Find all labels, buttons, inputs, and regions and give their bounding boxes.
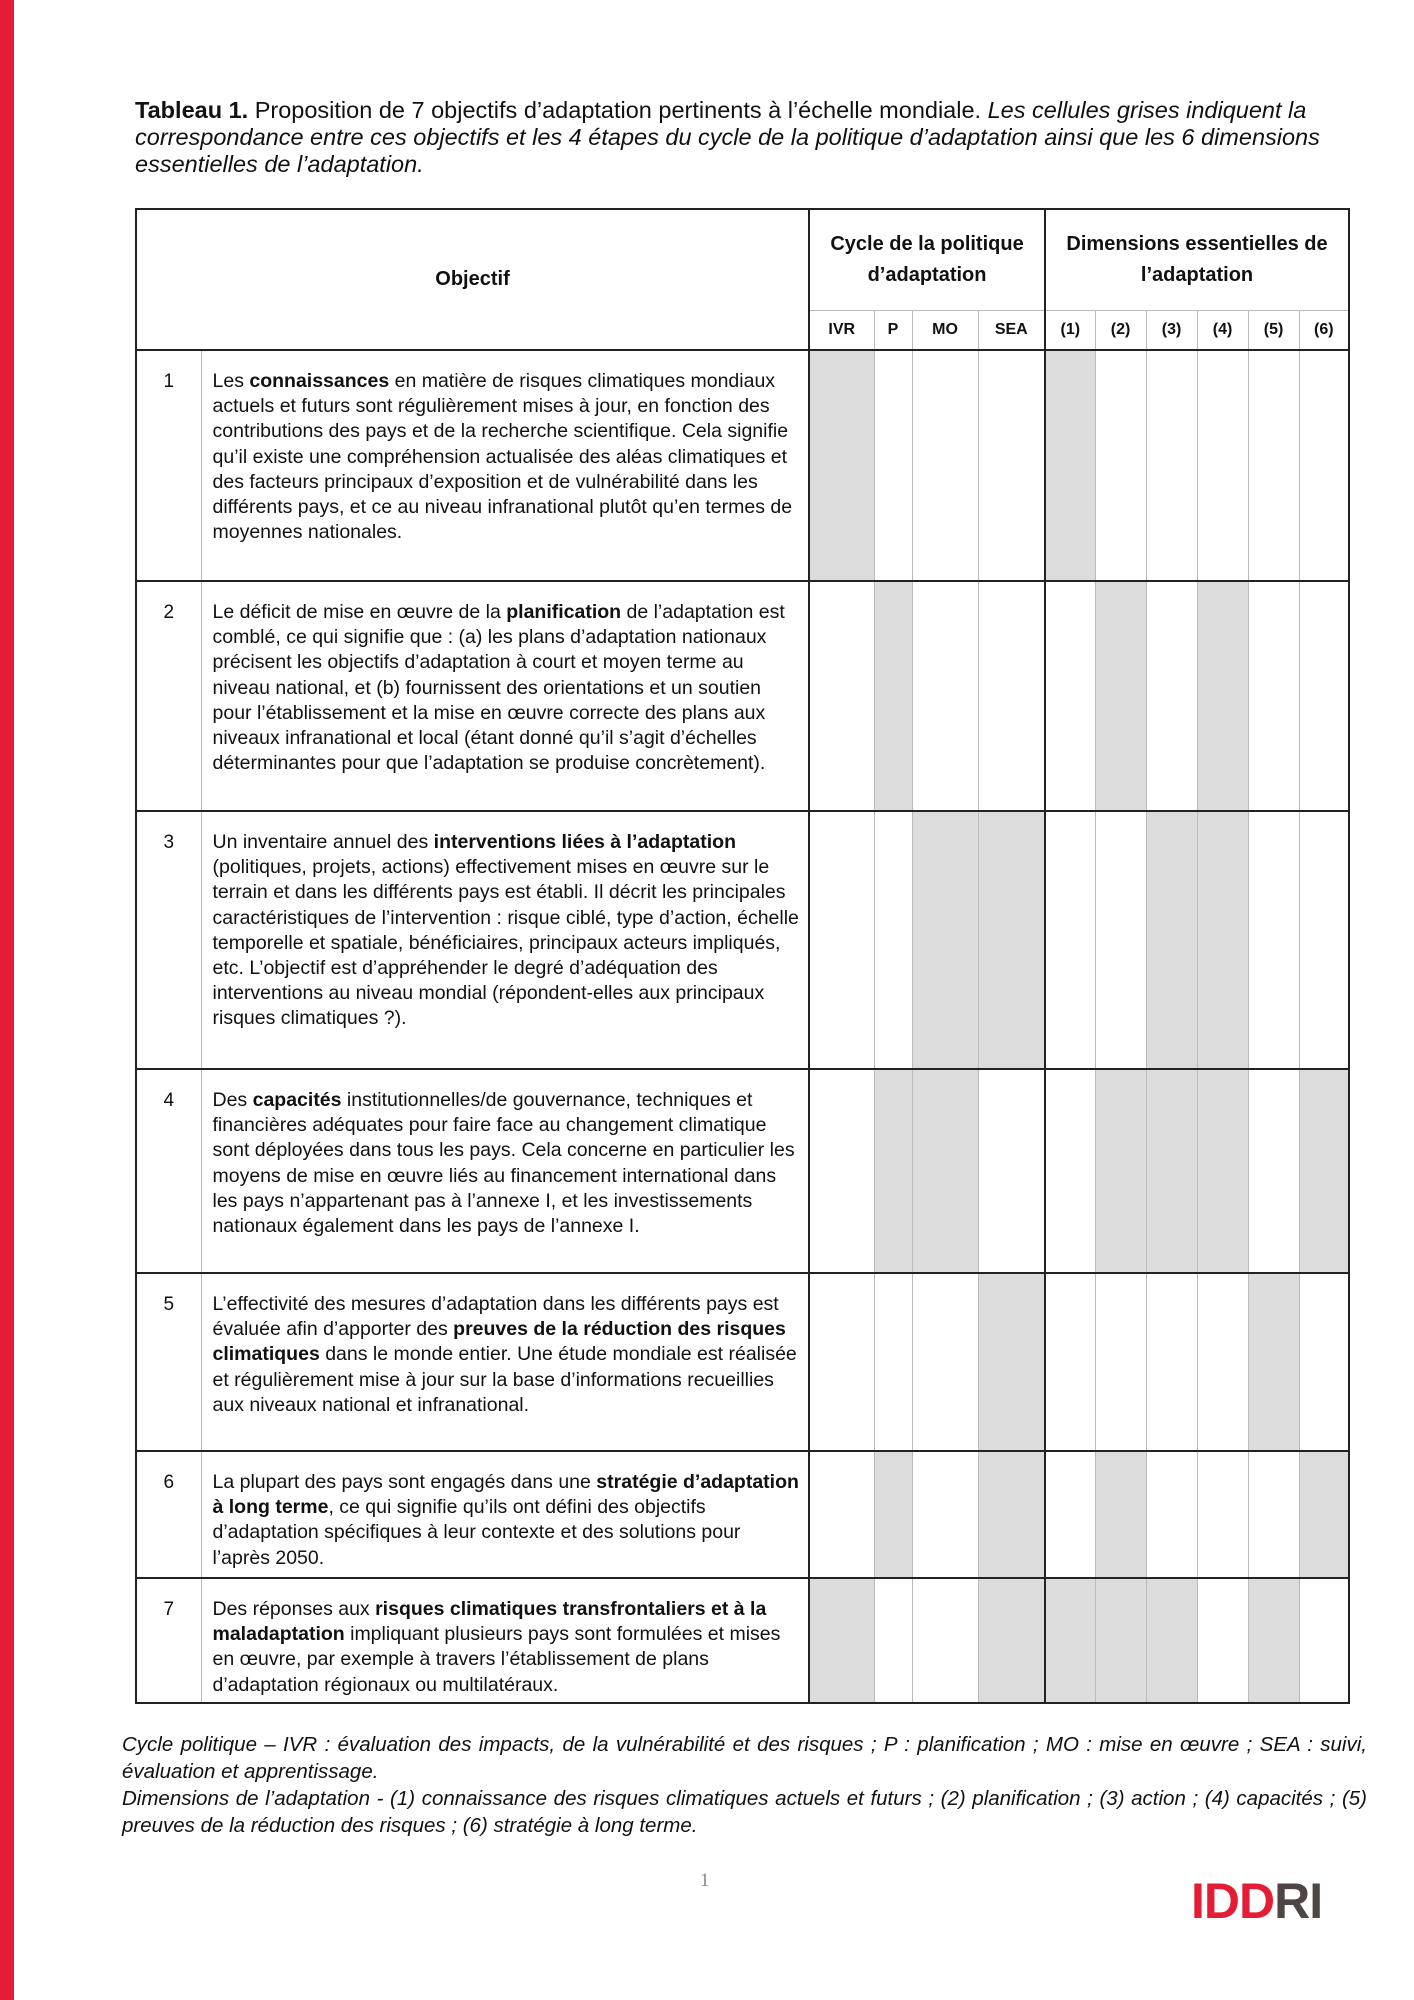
cell-cycle-sea bbox=[978, 350, 1045, 581]
cell-dimension-1 bbox=[1045, 581, 1095, 811]
cell-dimension-6 bbox=[1299, 581, 1349, 811]
objective-text bbox=[201, 1451, 809, 1578]
cell-dimension-3-shaded bbox=[1146, 1069, 1197, 1273]
logo-grey-part: RI bbox=[1274, 1873, 1323, 1929]
objective-text-part: Les bbox=[212, 370, 250, 392]
table-row bbox=[136, 581, 1349, 811]
cell-dimension-2-shaded bbox=[1095, 1578, 1146, 1703]
table-row bbox=[136, 350, 1349, 581]
cell-dimension-6 bbox=[1299, 1273, 1349, 1451]
cell-dimension-1-shaded bbox=[1045, 350, 1095, 581]
cell-cycle-p bbox=[874, 1273, 912, 1451]
cell-dimension-6-shaded bbox=[1299, 1069, 1349, 1273]
caption-text: Proposition de 7 objectifs d’adaptation pertinents à l’échelle mondiale. bbox=[248, 97, 988, 123]
cell-dimension-6 bbox=[1299, 1578, 1349, 1703]
cell-cycle-p-shaded bbox=[874, 581, 912, 811]
cell-dimension-5 bbox=[1248, 581, 1299, 811]
caption-label: Tableau 1. bbox=[135, 97, 249, 123]
objective-text-part: Des bbox=[212, 1089, 253, 1111]
objective-text-part: Le déficit de mise en œuvre de la bbox=[212, 601, 507, 623]
cell-cycle-p-shaded bbox=[874, 1069, 912, 1273]
cell-dimension-4 bbox=[1197, 1578, 1248, 1703]
cell-dimension-1 bbox=[1045, 811, 1095, 1069]
cell-dimension-3 bbox=[1146, 1451, 1197, 1578]
cell-dimension-5 bbox=[1248, 350, 1299, 581]
objective-text bbox=[201, 811, 809, 1069]
objective-text-part: impliquant plusieurs pays sont formulées et mises en œuvre, par exemple à travers l’établissement de plans d’adaptation régionaux ou multilatéraux. bbox=[212, 1623, 781, 1696]
cell-dimension-1 bbox=[1045, 1069, 1095, 1273]
col-header-mo: MO bbox=[912, 311, 978, 351]
cell-dimension-1-shaded bbox=[1045, 1578, 1095, 1703]
objectives-table bbox=[135, 208, 1350, 1704]
col-header-dim-4: (4) bbox=[1197, 311, 1248, 351]
objective-text-part: La plupart des pays sont engagés dans une bbox=[212, 1471, 597, 1493]
cell-cycle-ivr bbox=[809, 1451, 874, 1578]
cell-cycle-sea-shaded bbox=[978, 1451, 1045, 1578]
cell-dimension-5 bbox=[1248, 811, 1299, 1069]
col-header-ivr: IVR bbox=[809, 311, 874, 351]
cell-cycle-sea bbox=[978, 1069, 1045, 1273]
objective-text-part: dans le monde entier. Une étude mondiale est réalisée et régulièrement mise à jour sur la base d’informations recueillies aux niveaux national et infranational. bbox=[212, 1343, 797, 1416]
cell-cycle-mo bbox=[912, 581, 978, 811]
objective-number: 1 bbox=[136, 350, 201, 581]
cell-dimension-3 bbox=[1146, 1273, 1197, 1451]
objective-text bbox=[201, 1578, 809, 1703]
note-cycle: Cycle politique – IVR : évaluation des impacts, de la vulnérabilité et des risques ; P : planification ; MO : mise en œuvre ; SEA : suivi, évaluation et apprentissage. bbox=[122, 1733, 1367, 1783]
objective-text-part: institutionnelles/de gouvernance, techniques et financières adéquates pour faire face au changement climatique sont déployées dans tous les pays. Cela concerne en particulier les moyens de mise en œuvre liés au financement international dans les pays n’appartenant pas à l’annexe I, et les investissements nationaux également dans les pays de l’annexe I. bbox=[212, 1089, 795, 1238]
table-notes bbox=[122, 1731, 1367, 1839]
objective-keyword: preuves de la réduction des risques climatiques bbox=[212, 1318, 786, 1366]
objective-keyword: interventions liées à l’adaptation bbox=[433, 831, 736, 853]
table-body bbox=[136, 350, 1349, 1703]
cell-cycle-sea-shaded bbox=[978, 1273, 1045, 1451]
cell-cycle-mo bbox=[912, 1451, 978, 1578]
cell-cycle-sea bbox=[978, 581, 1045, 811]
objective-text bbox=[201, 1273, 809, 1451]
cell-dimension-4-shaded bbox=[1197, 1069, 1248, 1273]
col-header-dim-1: (1) bbox=[1045, 311, 1095, 351]
logo-red-part: IDD bbox=[1191, 1873, 1275, 1929]
col-header-sea: SEA bbox=[978, 311, 1045, 351]
objective-header: Objectif bbox=[136, 209, 809, 350]
objective-keyword: capacités bbox=[252, 1089, 342, 1111]
page-number: 1 bbox=[700, 1870, 710, 1891]
cell-dimension-2 bbox=[1095, 811, 1146, 1069]
col-header-p: P bbox=[874, 311, 912, 351]
cell-dimension-4-shaded bbox=[1197, 581, 1248, 811]
objective-keyword: planification bbox=[506, 601, 622, 623]
objective-text-part: , ce qui signifie qu’ils ont défini des objectifs d’adaptation spécifiques à leur contexte et des solutions pour l’après 2050. bbox=[212, 1496, 741, 1569]
cell-cycle-ivr bbox=[809, 581, 874, 811]
cell-cycle-ivr-shaded bbox=[809, 350, 874, 581]
dimensions-header: Dimensions essentielles de l’adaptation bbox=[1045, 209, 1349, 311]
objective-text-part: (politiques, projets, actions) effectivement mises en œuvre sur le terrain et dans les différents pays est établi. Il décrit les principales caractéristiques de l’intervention : risque ciblé, type d’action, échelle temporelle et spatiale, bénéficiaires, principaux acteurs impliqués, etc. L’objectif est d’appréhender le degré d’adéquation des interventions au niveau mondial (répondent-elles aux principaux risques climatiques ?). bbox=[212, 856, 799, 1030]
col-header-dim-6: (6) bbox=[1299, 311, 1349, 351]
cell-dimension-6 bbox=[1299, 350, 1349, 581]
caption-italic: Les cellules grises indiquent la correspondance entre ces objectifs et les 4 étapes du cycle de la politique d’adaptation ainsi que les 6 dimensions essentielles de l’adaptation. bbox=[135, 97, 1320, 177]
red-margin-bar bbox=[0, 0, 14, 2000]
cell-dimension-5-shaded bbox=[1248, 1578, 1299, 1703]
objective-text-part: L’effectivité des mesures d’adaptation dans les différents pays est évaluée afin d’apporter des bbox=[212, 1293, 779, 1341]
cell-dimension-4-shaded bbox=[1197, 811, 1248, 1069]
cell-dimension-5-shaded bbox=[1248, 1273, 1299, 1451]
objective-number: 5 bbox=[136, 1273, 201, 1451]
cell-cycle-ivr bbox=[809, 1273, 874, 1451]
objective-text-part: en matière de risques climatiques mondiaux actuels et futurs sont régulièrement mises à jour, en fonction des contributions des pays et de la recherche scientifique. Cela signifie qu’il existe une compréhension actualisée des aléas climatiques et des facteurs principaux d’exposition et de vulnérabilité dans les différents pays, et ce au niveau infranational plutôt qu’en termes de moyennes nationales. bbox=[212, 370, 793, 544]
cell-cycle-mo-shaded bbox=[912, 1069, 978, 1273]
cycle-header: Cycle de la politique d’adaptation bbox=[809, 209, 1045, 311]
objective-text-part: de l’adaptation est comblé, ce qui signifie que : (a) les plans d’adaptation nationaux précisent les objectifs d’adaptation à court et moyen terme au niveau national, et (b) fournissent des orientations et un soutien pour l’établissement et la mise en œuvre correcte des plans aux niveaux infranational et local (étant donné qu’il s’agit d’échelles déterminantes pour que l’adaptation se produise concrètement). bbox=[212, 601, 785, 775]
col-header-dim-3: (3) bbox=[1146, 311, 1197, 351]
cell-cycle-mo bbox=[912, 1273, 978, 1451]
table-row bbox=[136, 1578, 1349, 1703]
cell-dimension-4 bbox=[1197, 1451, 1248, 1578]
cell-dimension-5 bbox=[1248, 1451, 1299, 1578]
cell-dimension-4 bbox=[1197, 350, 1248, 581]
objective-text bbox=[201, 1069, 809, 1273]
cell-cycle-mo-shaded bbox=[912, 811, 978, 1069]
objective-text-part: Des réponses aux bbox=[212, 1598, 376, 1620]
cell-dimension-1 bbox=[1045, 1273, 1095, 1451]
cell-cycle-p bbox=[874, 350, 912, 581]
objective-keyword: stratégie d’adaptation à long terme bbox=[212, 1471, 799, 1519]
objective-keyword: connaissances bbox=[249, 370, 390, 392]
cell-dimension-3 bbox=[1146, 581, 1197, 811]
header-row-groups bbox=[136, 209, 1349, 311]
cell-cycle-p bbox=[874, 1578, 912, 1703]
col-header-dim-2: (2) bbox=[1095, 311, 1146, 351]
cell-dimension-3-shaded bbox=[1146, 1578, 1197, 1703]
objective-number: 2 bbox=[136, 581, 201, 811]
cell-dimension-6 bbox=[1299, 811, 1349, 1069]
objective-number: 7 bbox=[136, 1578, 201, 1703]
iddri-logo bbox=[1191, 1873, 1323, 1929]
objective-number: 4 bbox=[136, 1069, 201, 1273]
objective-keyword: risques climatiques transfrontaliers et à la maladaptation bbox=[212, 1598, 767, 1646]
cell-dimension-5 bbox=[1248, 1069, 1299, 1273]
table-row bbox=[136, 1273, 1349, 1451]
objective-number: 3 bbox=[136, 811, 201, 1069]
objective-text bbox=[201, 350, 809, 581]
cell-cycle-ivr bbox=[809, 811, 874, 1069]
table-row bbox=[136, 1451, 1349, 1578]
cell-dimension-1 bbox=[1045, 1451, 1095, 1578]
cell-dimension-2-shaded bbox=[1095, 1069, 1146, 1273]
table-row bbox=[136, 1069, 1349, 1273]
cell-dimension-4 bbox=[1197, 1273, 1248, 1451]
cell-dimension-2-shaded bbox=[1095, 1451, 1146, 1578]
cell-cycle-sea-shaded bbox=[978, 811, 1045, 1069]
table-caption bbox=[135, 97, 1350, 178]
cell-cycle-mo bbox=[912, 350, 978, 581]
cell-dimension-6-shaded bbox=[1299, 1451, 1349, 1578]
cell-dimension-2-shaded bbox=[1095, 581, 1146, 811]
cell-cycle-p bbox=[874, 811, 912, 1069]
cell-cycle-ivr bbox=[809, 1069, 874, 1273]
cell-dimension-3-shaded bbox=[1146, 811, 1197, 1069]
objective-text bbox=[201, 581, 809, 811]
note-dimensions: Dimensions de l’adaptation - (1) connaissance des risques climatiques actuels et futurs ; (2) planification ; (3) action ; (4) capacités ; (5) preuves de la réduction des risques ; (6) stratégie à long terme. bbox=[122, 1787, 1367, 1837]
cell-cycle-ivr-shaded bbox=[809, 1578, 874, 1703]
objective-number: 6 bbox=[136, 1451, 201, 1578]
cell-cycle-mo bbox=[912, 1578, 978, 1703]
cell-cycle-p-shaded bbox=[874, 1451, 912, 1578]
cell-dimension-3 bbox=[1146, 350, 1197, 581]
objective-text-part: Un inventaire annuel des bbox=[212, 831, 434, 853]
col-header-dim-5: (5) bbox=[1248, 311, 1299, 351]
cell-dimension-2 bbox=[1095, 350, 1146, 581]
cell-dimension-2 bbox=[1095, 1273, 1146, 1451]
table-row bbox=[136, 811, 1349, 1069]
cell-cycle-sea-shaded bbox=[978, 1578, 1045, 1703]
